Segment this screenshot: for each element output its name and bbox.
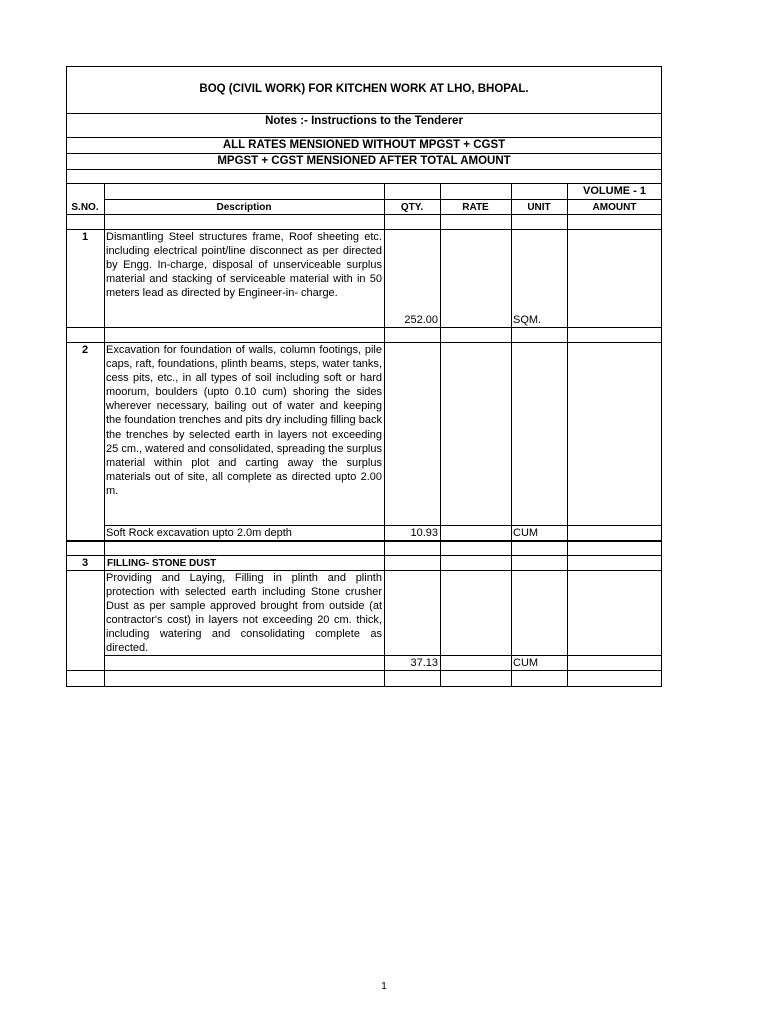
row-divider [66, 153, 662, 154]
item-sno: 1 [81, 231, 89, 243]
column-header-rate: RATE [462, 202, 489, 213]
column-divider [567, 183, 568, 687]
column-header-unit: UNIT [527, 202, 551, 213]
item-description: Providing and Laying, Filling in plinth and plinth protection with selected earth including Stone crusher Dust as per sample approved brought from outside (at contractor's cost) in layers not exceeding 20 cm. thick, including watering and consolidating complete as directed. [106, 572, 382, 655]
row-divider [66, 183, 662, 184]
column-divider [384, 183, 385, 687]
notes-heading: Notes :- Instructions to the Tenderer [265, 115, 463, 127]
row-divider [66, 137, 662, 138]
column-header-qty: QTY. [400, 202, 424, 213]
row-divider [66, 169, 662, 170]
row-divider [66, 670, 662, 671]
item-description: Excavation for foundation of walls, column footings, pile caps, raft, foundations, plinth beams, steps, water tanks, cess pits, etc., in all types of soil including soft or hard moorum, boulders (upto 0.10 cum) shoring the sides wherever necessary, bailing out of water and keeping the foundation trenches and pits dry including filling back the trenches by selected earth in layers not exceeding 25 cm., watered and consolidated, spreading the surplus material within plot and carting away the surplus materials out of site, all complete as directed upto 2.00 m. [106, 344, 382, 497]
item-unit: CUM [513, 657, 539, 669]
item-unit: SQM. [513, 314, 542, 326]
rates-note-1: ALL RATES MENSIONED WITHOUT MPGST + CGST [222, 139, 506, 151]
item-qty: 10.93 [410, 527, 438, 539]
item-sno: 3 [81, 557, 89, 569]
row-divider [66, 555, 662, 556]
rates-note-2: MPGST + CGST MENSIONED AFTER TOTAL AMOUNT [217, 155, 511, 167]
item-sno: 2 [81, 344, 89, 356]
column-divider [104, 183, 105, 687]
row-divider [104, 199, 662, 200]
item-sub-description: Soft Rock excavation upto 2.0m depth [106, 527, 292, 539]
item-unit: CUM [513, 527, 539, 539]
column-divider [440, 183, 441, 687]
item-heading: FILLING- STONE DUST [107, 558, 217, 569]
page-title: BOQ (CIVIL WORK) FOR KITCHEN WORK AT LHO, BHOPAL. [199, 83, 529, 95]
column-header-description: Description [216, 202, 272, 213]
row-divider [66, 540, 662, 542]
page-number: 1 [381, 981, 387, 992]
column-header-sno: S.NO. [71, 202, 99, 213]
item-qty: 37.13 [410, 657, 438, 669]
volume-label: VOLUME - 1 [583, 185, 646, 197]
row-divider [66, 113, 662, 114]
row-divider [104, 525, 662, 526]
item-description: Dismantling Steel structures frame, Roof sheeting etc. including electrical point/line disconnect as per directed by Engg. In-charge, disposal of unserviceable surplus material and stacking of serviceable material with in 50 meters lead as directed by Engineer-in- charge. [106, 231, 382, 300]
column-divider [511, 183, 512, 687]
row-divider [66, 214, 662, 215]
column-header-amount: AMOUNT [592, 202, 637, 213]
row-divider [66, 327, 662, 328]
item-qty: 252.00 [404, 314, 438, 326]
